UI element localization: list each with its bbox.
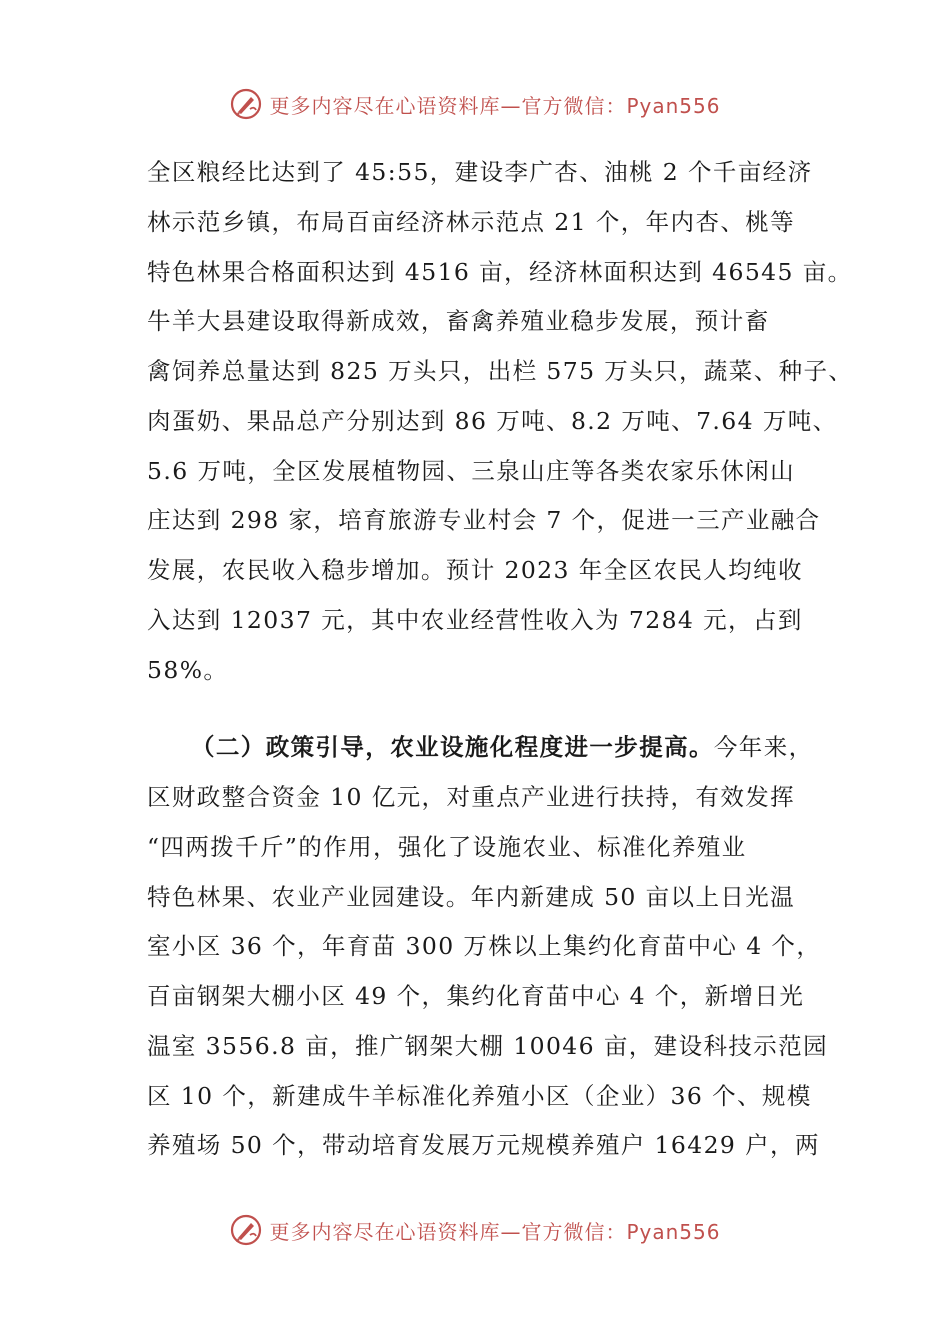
text-line: 入达到 12037 元，其中农业经营性收入为 7284 元，占到 — [147, 605, 803, 634]
text-line: 全区粮经比达到了 45:55，建设李广杏、油桃 2 个千亩经济 — [147, 158, 813, 186]
text-line: 特色林果合格面积达到 4516 亩，经济林面积达到 46545 亩。 — [147, 257, 853, 286]
section-heading-line — [147, 723, 827, 773]
text-line: 养殖场 50 个，带动培育发展万元规模养殖户 16429 户，两 — [147, 1131, 820, 1160]
pen-logo-icon — [229, 1213, 263, 1247]
watermark-text: 更多内容尽在心语资料库—官方微信：Pyan556 — [269, 1219, 721, 1244]
header-watermark — [0, 84, 950, 124]
watermark-text: 更多内容尽在心语资料库—官方微信：Pyan556 — [269, 93, 721, 118]
footer-watermark — [0, 1210, 950, 1250]
document-body — [147, 148, 854, 1171]
text-line: 庄达到 298 家，培育旅游专业村会 7 个，促进一三产业融合 — [147, 506, 821, 535]
pen-logo-icon — [229, 87, 263, 121]
paragraph-spacer — [147, 695, 827, 723]
text-line: 特色林果、农业产业园建设。年内新建成 50 亩以上日光温 — [147, 882, 796, 911]
text-line: 区财政整合资金 10 亿元，对重点产业进行扶持，有效发挥 — [147, 783, 796, 811]
text-line: 发展，农民收入稳步增加。预计 2023 年全区农民人均纯收 — [147, 556, 803, 584]
section-heading: （二）政策引导，农业设施化程度进一步提高。 — [191, 733, 714, 762]
text-line: 禽饲养总量达到 825 万头只，出栏 575 万头只，蔬菜、种子、 — [147, 357, 854, 385]
text-line: 区 10 个，新建成牛羊标准化养殖小区（企业）36 个、规模 — [147, 1081, 812, 1110]
text-line: 室小区 36 个，年育苗 300 万株以上集约化育苗中心 4 个， — [147, 932, 822, 961]
heading-continuation: 今年来， — [713, 733, 814, 762]
text-line: 58%。 — [147, 655, 229, 684]
text-line: 牛羊大县建设取得新成效，畜禽养殖业稳步发展，预计畜 — [147, 307, 770, 336]
text-line: 林示范乡镇，布局百亩经济林示范点 21 个，年内杏、桃等 — [147, 207, 796, 236]
text-line: 肉蛋奶、果品总产分别达到 86 万吨、8.2 万吨、7.64 万吨、 — [147, 406, 838, 435]
text-line: 5.6 万吨，全区发展植物园、三泉山庄等各类农家乐休闲山 — [147, 456, 796, 485]
text-line: 温室 3556.8 亩，推广钢架大棚 10046 亩，建设科技示范园 — [147, 1031, 828, 1060]
text-line: “四两拨千斤”的作用，强化了设施农业、标准化养殖业 — [147, 832, 747, 861]
text-line: 百亩钢架大棚小区 49 个，集约化育苗中心 4 个，新增日光 — [147, 982, 805, 1010]
